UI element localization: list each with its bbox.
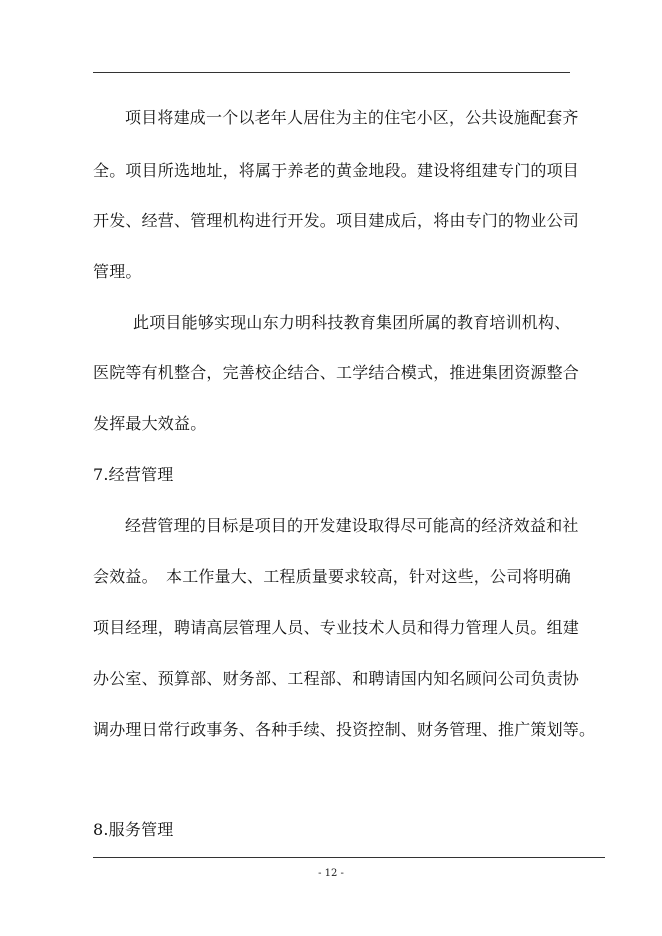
paragraph-3-line-4: 办公室、预算部、财务部、工程部、和聘请国内知名顾问公司负责协 <box>93 669 580 688</box>
paragraph-1-line-3: 开发、经营、管理机构进行开发。项目建成后，将由专门的物业公司 <box>93 211 580 230</box>
page-number: - 12 - <box>318 868 344 879</box>
section-heading-8: 8.服务管理 <box>93 820 174 839</box>
paragraph-2-line-2: 医院等有机整合，完善校企结合、工学结合模式，推进集团资源整合 <box>93 363 580 382</box>
paragraph-1-line-1: 项目将建成一个以老年人居住为主的住宅小区，公共设施配套齐 <box>125 108 579 127</box>
paragraph-1-line-4: 管理。 <box>93 262 142 281</box>
paragraph-3-line-3: 项目经理，聘请高层管理人员、专业技术人员和得力管理人员。组建 <box>93 618 580 637</box>
header-rule <box>93 72 570 73</box>
paragraph-3-line-1: 经营管理的目标是项目的开发建设取得尽可能高的经济效益和社 <box>125 516 579 535</box>
paragraph-3-line-2: 会效益。 本工作量大、工程质量要求较高，针对这些，公司将明确 <box>93 567 572 586</box>
paragraph-3-line-5: 调办理日常行政事务、各种手续、投资控制、财务管理、推广策划等。 <box>93 720 596 739</box>
paragraph-2-line-3: 发挥最大效益。 <box>93 414 207 433</box>
paragraph-1-line-2: 全。项目所选地址，将属于养老的黄金地段。建设将组建专门的项目 <box>93 161 580 180</box>
section-heading-7: 7.经营管理 <box>93 465 174 484</box>
footer-rule <box>93 857 605 858</box>
paragraph-2-line-1: 此项目能够实现山东力明科技教育集团所属的教育培训机构、 <box>133 313 571 332</box>
